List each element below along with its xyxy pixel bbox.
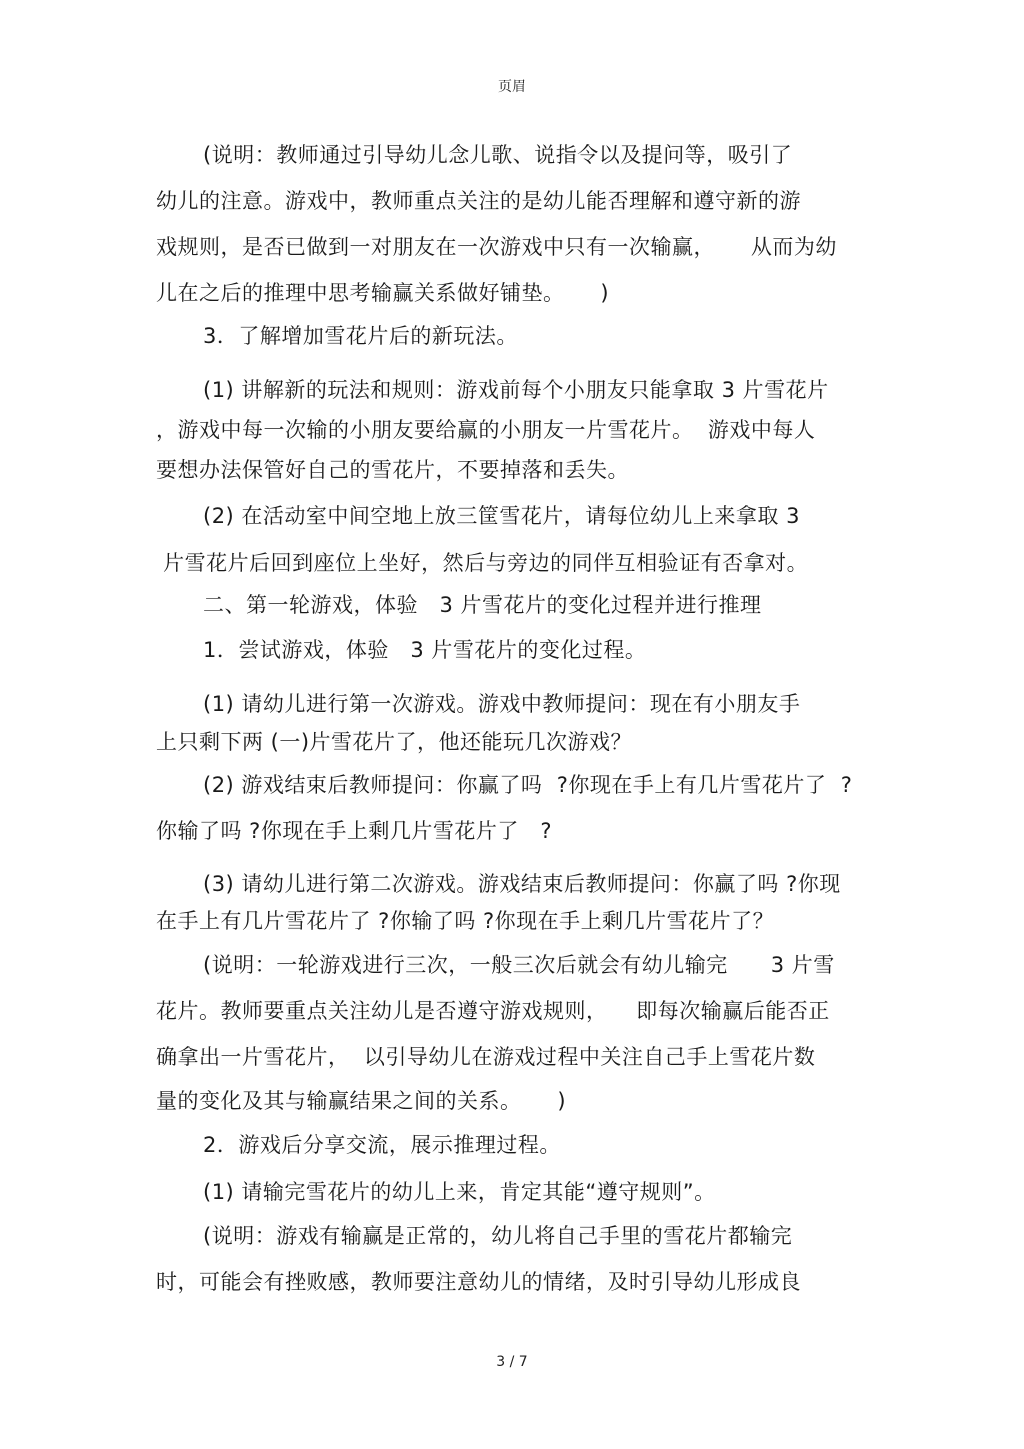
paragraph-line: (1) 请幼儿进行第一次游戏。游戏中教师提问：现在有小朋友手 [203, 692, 801, 716]
paragraph-line: (说明：游戏有输赢是正常的，幼儿将自己手里的雪花片都输完 [203, 1224, 793, 1248]
paragraph-line: (2) 游戏结束后教师提问：你赢了吗 ?你现在手上有几片雪花片了 ? [203, 773, 853, 797]
paragraph-line: 你输了吗 ?你现在手上剩几片雪花片了 ? [156, 819, 552, 843]
paragraph-line: (2) 在活动室中间空地上放三筐雪花片，请每位幼儿上来拿取 3 [203, 504, 800, 528]
paragraph-line: 确拿出一片雪花片， 以引导幼儿在游戏过程中关注自己手上雪花片数 [156, 1045, 816, 1069]
paragraph-line: (说明：教师通过引导幼儿念儿歌、说指令以及提问等，吸引了 [203, 143, 793, 167]
section-heading: 二、第一轮游戏，体验 3 片雪花片的变化过程并进行推理 [203, 593, 762, 617]
section-heading: 1．尝试游戏，体验 3 片雪花片的变化过程。 [203, 638, 647, 662]
paragraph-line: (3) 请幼儿进行第二次游戏。游戏结束后教师提问：你赢了吗 ?你现 [203, 872, 841, 896]
paragraph-line: 时，可能会有挫败感，教师要注意幼儿的情绪，及时引导幼儿形成良 [156, 1270, 801, 1294]
section-heading: 2．游戏后分享交流，展示推理过程。 [203, 1133, 561, 1157]
paragraph-line: 儿在之后的推理中思考输赢关系做好铺垫。 ) [156, 281, 610, 305]
page-number: 3 / 7 [496, 1354, 528, 1370]
paragraph-line: 戏规则，是否已做到一对朋友在一次游戏中只有一次输赢， 从而为幼 [156, 235, 837, 259]
paragraph-line: ，游戏中每一次输的小朋友要给赢的小朋友一片雪花片。 游戏中每人 [156, 418, 816, 442]
paragraph-line: 量的变化及其与输赢结果之间的关系。 ) [156, 1089, 567, 1113]
page-header: 页眉 [498, 79, 526, 95]
paragraph-line: 上只剩下两 (一)片雪花片了，他还能玩几次游戏？ [156, 730, 633, 754]
paragraph-line: (1) 请输完雪花片的幼儿上来，肯定其能“遵守规则”。 [203, 1180, 716, 1204]
paragraph-line: 要想办法保管好自己的雪花片，不要掉落和丢失。 [156, 458, 629, 482]
paragraph-line: (1) 讲解新的玩法和规则：游戏前每个小朋友只能拿取 3 片雪花片 [203, 378, 829, 402]
paragraph-line: 幼儿的注意。游戏中，教师重点关注的是幼儿能否理解和遵守新的游 [156, 189, 801, 213]
paragraph-line: 片雪花片后回到座位上坐好，然后与旁边的同伴互相验证有否拿对。 [156, 551, 809, 575]
paragraph-line: 花片。教师要重点关注幼儿是否遵守游戏规则， 即每次输赢后能否正 [156, 999, 830, 1023]
paragraph-line: (说明：一轮游戏进行三次，一般三次后就会有幼儿输完 3 片雪 [203, 953, 835, 977]
section-heading: 3．了解增加雪花片后的新玩法。 [203, 324, 518, 348]
paragraph-line: 在手上有几片雪花片了 ?你输了吗 ?你现在手上剩几片雪花片了？ [156, 909, 775, 933]
